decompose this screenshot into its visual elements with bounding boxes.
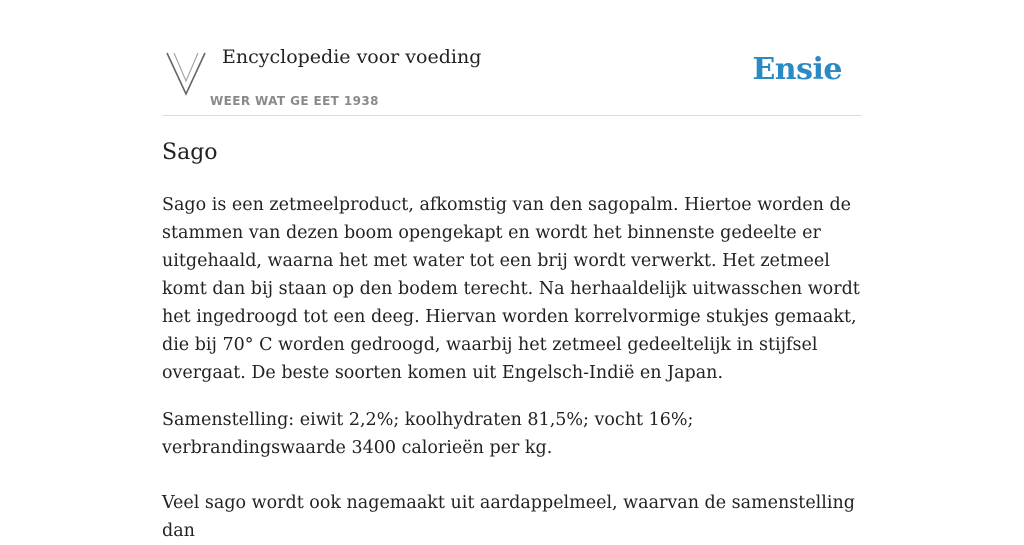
article-paragraph: Samenstelling: eiwit 2,2%; koolhydraten 81,5%; vocht 16%; verbrandingswaarde 3400 calorieën per kg. <box>162 410 694 458</box>
header <box>162 40 862 116</box>
brand-logo[interactable]: Ensie <box>752 52 842 87</box>
article-body <box>162 191 862 545</box>
article-paragraph: Veel sago wordt ook nagemaakt uit aardappelmeel, waarvan de samenstelling dan <box>162 493 855 541</box>
book-subtitle: WEER WAT GE EET 1938 <box>210 94 379 108</box>
article-title: Sago <box>162 140 218 165</box>
article-paragraph: Sago is een zetmeelproduct, afkomstig van den sagopalm. Hiertoe worden de stammen van dezen boom opengekapt en wordt het binnenste gedeelte er uitgehaald, waarna het met water tot een brij wordt verwerkt. Het zetmeel komt dan bij staan op den bodem terecht. Na herhaaldelijk uitwasschen wordt het ingedroogd tot een deeg. Hiervan worden korrelvormige stukjes gemaakt, die bij 70° C worden gedroogd, waarbij het zetmeel gedeeltelijk in stijfsel overgaat. De beste soorten komen uit Engelsch-Indië en Japan. <box>162 195 860 383</box>
book-title[interactable]: Encyclopedie voor voeding <box>222 46 482 68</box>
v-logo-icon[interactable] <box>165 49 207 97</box>
